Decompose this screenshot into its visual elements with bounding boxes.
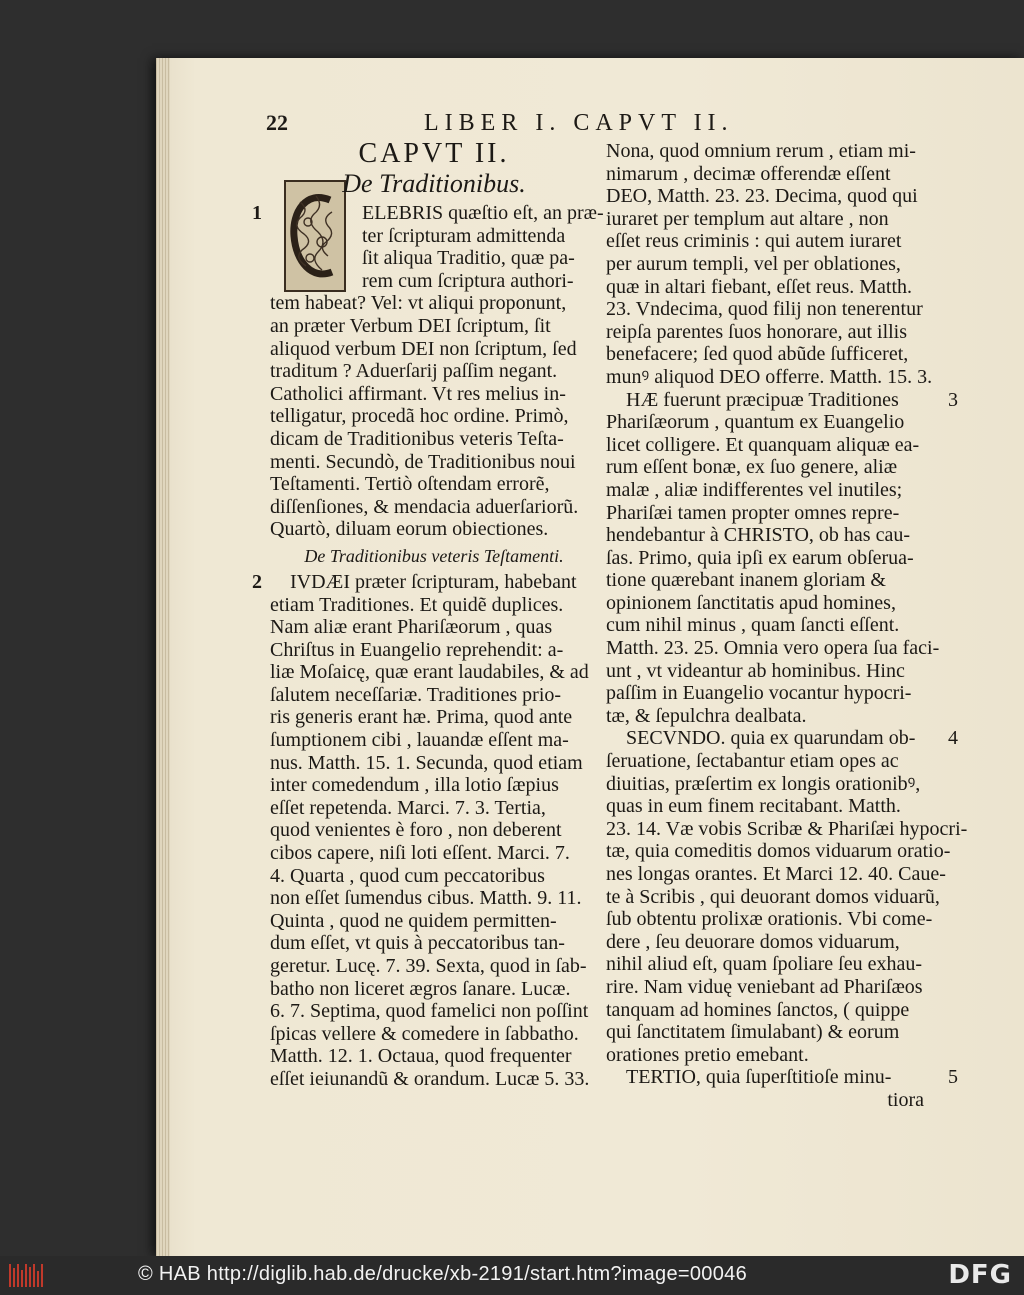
line-text: per aurum templi, vel per oblationes, <box>606 252 901 275</box>
line-text: benefacere; ſed quod abũde ſufficeret, <box>606 343 909 366</box>
line-text: nihil aliud eſt, quam ſpoliare ſeu exhau- <box>606 953 923 976</box>
text-line <box>606 479 924 502</box>
paragraph-number: 5 <box>948 1066 958 1089</box>
text-line <box>606 1066 958 1089</box>
text-line <box>606 885 940 909</box>
text-line <box>252 570 598 594</box>
text-line <box>270 315 598 338</box>
line-text: ſub obtentu prolixæ orationis. Vbi come- <box>606 908 933 931</box>
line-text: unt , vt videantur ab hominibus. Hinc <box>606 659 905 682</box>
line-text: 6. 7. Septima, quod famelici non poſſint <box>270 1000 589 1023</box>
text-line <box>606 1044 924 1067</box>
text-line <box>270 292 598 315</box>
text-line <box>606 163 924 186</box>
line-text: traditum ? Aduerſarij paſſim negant. <box>270 360 558 383</box>
text-line <box>270 729 598 752</box>
line-text: menti. Secundò, de Traditionibus noui <box>270 450 576 473</box>
line-text: batho non liceret ægros ſanare. Lucæ. <box>270 977 571 1000</box>
page-edge <box>156 58 170 1256</box>
text-line <box>270 338 598 361</box>
line-text: quas in eum finem recitabant. Matth. <box>606 795 901 818</box>
line-text: Nam aliæ erant Phariſæorum , quas <box>270 616 553 639</box>
line-text: ter ſcripturam admittenda <box>362 224 566 247</box>
line-text: 4. Quarta , quod cum peccatoribus <box>270 864 545 887</box>
text-line <box>606 840 951 863</box>
line-text: ris generis erant hæ. Prima, quod ante <box>270 706 573 729</box>
line-text: tiora <box>887 1088 924 1111</box>
text-line <box>270 616 598 639</box>
line-text: eſſet ieiunandũ & orandum. Lucæ 5. 33. <box>270 1067 590 1090</box>
paragraph-number: 3 <box>948 388 958 411</box>
line-text: qui ſanctitatem ſimulabant) & eorum <box>606 1021 900 1044</box>
line-text: HÆ fuerunt præcipuæ Traditiones <box>626 388 899 411</box>
paragraph-number: 2 <box>252 570 262 593</box>
text-line <box>606 456 924 479</box>
line-text: geretur. Lucę. 7. 39. Sexta, quod in ſab- <box>270 955 587 977</box>
text-line <box>606 434 924 457</box>
hab-barcode-logo-icon <box>8 1262 46 1289</box>
line-text: cibos capere, niſi loti eſſent. Marci. 7. <box>270 842 570 865</box>
line-text: Matth. 23. 25. Omnia vero opera ſua faci- <box>606 637 940 660</box>
text-line <box>270 842 598 865</box>
text-line <box>606 817 968 841</box>
line-text: TERTIO, quia ſuperſtitioſe minu- <box>626 1066 892 1089</box>
text-line <box>606 682 924 705</box>
text-line <box>270 684 598 707</box>
line-text: reipſa parentes ſuos honorare, aut illis <box>606 320 908 343</box>
text-line <box>270 1023 598 1046</box>
line-text: nes longas orantes. Et Marci 12. 40. Caue- <box>606 863 946 885</box>
line-text: nimarum , decimæ offerendæ eſſent <box>606 162 891 185</box>
line-text: tanquam ad homines ſanctos, ( quippe <box>606 998 910 1021</box>
line-text: ſalutem neceſſariæ. Traditiones prio- <box>270 683 562 706</box>
text-line <box>606 1089 924 1112</box>
text-line <box>270 865 598 888</box>
text-line <box>270 661 598 684</box>
text-line <box>270 1068 598 1091</box>
line-text: telligatur, procedã hoc ordine. Primò, <box>270 405 569 428</box>
text-line <box>270 932 598 955</box>
text-line <box>270 955 598 978</box>
line-text: Nona, quod omnium rerum , etiam mi- <box>606 140 916 162</box>
section-heading <box>270 541 598 571</box>
line-text: etiam Traditiones. Et quidẽ duplices. <box>270 593 564 616</box>
page-header <box>266 110 916 140</box>
line-text: non eſſet ſumendus cibus. Matth. 9. 11. <box>270 887 582 910</box>
line-text: licet colligere. Et quanquam aliquæ ea- <box>606 433 920 456</box>
line-text: DEO, Matth. 23. 23. Decima, quod qui <box>606 185 918 208</box>
text-line <box>252 202 604 225</box>
text-line <box>606 660 924 683</box>
text-line <box>606 773 924 796</box>
text-line <box>606 863 946 886</box>
text-line <box>606 253 924 276</box>
line-text: ſpicas vellere & comedere in ſabbatho. <box>270 1022 579 1045</box>
text-line <box>270 594 598 617</box>
line-text: 23. 14. Væ vobis Scribæ & Phariſæi hypocri- <box>606 817 968 840</box>
line-text: diuitias, præſertim ex longis orationibꝰ, <box>606 772 921 795</box>
text-line <box>270 797 598 820</box>
text-line <box>270 451 598 474</box>
text-line <box>606 524 924 547</box>
text-line <box>270 473 598 496</box>
line-text: ELEBRIS quæſtio eſt, an præ- <box>362 202 604 224</box>
page-number: 22 <box>266 110 288 135</box>
text-line <box>606 411 924 434</box>
line-text: ſumptionem cibi , lauandæ eſſent ma- <box>270 729 569 752</box>
line-text: 23. Vndecima, quod filij non tenerentur <box>606 298 923 321</box>
line-text: dere , ſeu deuorare domos viduarum, <box>606 930 900 953</box>
chapter-subtitle: De Traditionibus. <box>342 169 526 198</box>
text-line <box>606 547 924 570</box>
text-line <box>270 270 598 293</box>
line-text: orationes pretio emebant. <box>606 1043 809 1066</box>
line-text: liæ Moſaicę, quæ erant laudabiles, & ad <box>270 661 589 684</box>
text-line <box>606 1021 924 1044</box>
text-line <box>270 887 598 910</box>
text-line <box>270 225 598 248</box>
line-text: Teſtamenti. Tertiò oſtendam errorẽ, <box>270 473 550 496</box>
text-line <box>270 1045 598 1068</box>
text-line <box>606 208 924 231</box>
text-line <box>606 727 958 750</box>
text-line <box>270 639 598 662</box>
chapter-title: CAPVT II. <box>358 138 510 169</box>
line-text: te à Scribis , qui deuorant domos viduarũ, <box>606 885 940 908</box>
line-text: tione quærebant inanem gloriam & <box>606 569 886 592</box>
book-page <box>156 58 1024 1256</box>
line-text: cum nihil minus , quam ſancti eſſent. <box>606 614 900 637</box>
line-text: aliquod verbum DEI non ſcriptum, ſed <box>270 337 577 360</box>
line-text: ſit aliqua Traditio, quæ pa- <box>362 247 575 270</box>
text-line <box>606 999 924 1022</box>
line-text: quæ in altari fiebant, eſſet reus. Matth. <box>606 275 913 298</box>
line-text: dicam de Traditionibus veteris Teſta- <box>270 427 564 450</box>
line-text: eſſet reus criminis : qui autem iuraret <box>606 230 902 253</box>
text-line <box>606 931 924 954</box>
line-text: IVDÆI præter ſcripturam, habebant <box>290 570 577 593</box>
line-text: tem habeat? Vel: vt aliqui proponunt, <box>270 292 567 315</box>
line-text: Quartò, diluam eorum obiectiones. <box>270 518 549 541</box>
line-text: rem cum ſcriptura authori- <box>362 269 574 292</box>
text-line <box>270 405 598 428</box>
line-text: hendebantur à CHRISTO, ob has cau- <box>606 524 911 547</box>
text-line <box>270 428 598 451</box>
text-line <box>270 383 598 406</box>
line-text: eſſet repetenda. Marci. 7. 3. Tertia, <box>270 796 546 819</box>
text-line <box>606 276 924 299</box>
line-text: dum eſſet, vt quis à peccatoribus tan- <box>270 932 565 955</box>
text-line <box>606 502 924 525</box>
line-text: malæ , aliæ indifferentes vel inutiles; <box>606 478 903 501</box>
text-line <box>270 247 598 270</box>
text-line <box>270 1000 598 1023</box>
text-line <box>606 343 924 366</box>
text-line <box>606 705 924 728</box>
line-text: diſſenſiones, & mendacia aduerſariorũ. <box>270 495 579 518</box>
text-line <box>270 706 598 729</box>
line-text: an præter Verbum DEI ſcriptum, ſit <box>270 314 551 337</box>
line-text: Matth. 12. 1. Octaua, quod frequenter <box>270 1045 572 1068</box>
text-line <box>270 496 598 519</box>
line-text: Phariſæorum , quantum ex Euangelio <box>606 411 905 434</box>
text-line <box>606 230 924 253</box>
line-text: SECVNDO. quia ex quarundam ob- <box>626 727 916 750</box>
right-column <box>606 140 968 1112</box>
text-line <box>606 365 933 389</box>
text-line <box>270 518 598 541</box>
text-line <box>270 774 598 797</box>
paragraph-number: 1 <box>252 202 262 224</box>
line-text: paſſim in Euangelio vocantur hypocri- <box>606 682 912 705</box>
text-line <box>606 908 933 931</box>
text-line <box>270 910 598 933</box>
line-text: Quinta , quod ne quidem permitten- <box>270 909 557 932</box>
line-text: rire. Nam viduę veniebant ad Phariſæos <box>606 975 923 998</box>
text-line <box>270 360 598 383</box>
line-text: De Traditionibus veteris Teſtamenti. <box>304 545 564 566</box>
text-line <box>606 140 924 163</box>
line-text: tæ, quia comeditis domos viduarum oratio- <box>606 840 951 863</box>
line-text: tæ, & ſepulchra dealbata. <box>606 704 807 727</box>
text-line <box>606 321 924 344</box>
status-bar <box>0 1256 1024 1295</box>
dfg-logo: DFG <box>948 1260 1012 1290</box>
text-line <box>606 592 924 615</box>
line-text: Catholici affirmant. Vt res melius in- <box>270 382 566 405</box>
text-line <box>606 976 924 999</box>
text-line <box>606 388 958 412</box>
line-text: rum eſſent bonæ, ex ſuo genere, aliæ <box>606 456 898 479</box>
text-line <box>270 978 598 1001</box>
line-text: ſeruatione, ſectabantur etiam opes ac <box>606 750 899 773</box>
text-line <box>606 795 924 818</box>
left-column <box>252 138 604 1091</box>
text-line <box>606 614 924 637</box>
text-line <box>270 752 598 775</box>
text-line <box>270 819 598 842</box>
line-text: opinionem ſanctitatis apud homines, <box>606 591 896 614</box>
text-line <box>606 953 924 976</box>
paragraph-number: 4 <box>948 727 958 750</box>
text-line <box>606 569 924 592</box>
line-text: inter comedendum , illa lotio ſæpius <box>270 774 559 797</box>
text-line <box>606 185 924 208</box>
line-text: quod venientes è foro , non deberent <box>270 819 562 842</box>
copyright-url-text: © HAB http://diglib.hab.de/drucke/xb-2191/start.htm?image=00046 <box>138 1263 747 1285</box>
text-line <box>606 298 924 321</box>
line-text: Chriſtus in Euangelio reprehendit: a- <box>270 638 564 661</box>
line-text: iuraret per templum aut altare , non <box>606 207 889 230</box>
running-head: LIBER I. CAPVT II. <box>424 110 734 136</box>
line-text: munꝰ aliquod DEO offerre. Matth. 15. 3. <box>606 365 933 388</box>
line-text: nus. Matth. 15. 1. Secunda, quod etiam <box>270 751 583 774</box>
line-text: ſas. Primo, quia ipſi ex earum obſerua- <box>606 546 914 569</box>
line-text: Phariſæi tamen propter omnes repre- <box>606 501 900 524</box>
text-line <box>606 637 940 660</box>
text-line <box>606 750 924 773</box>
